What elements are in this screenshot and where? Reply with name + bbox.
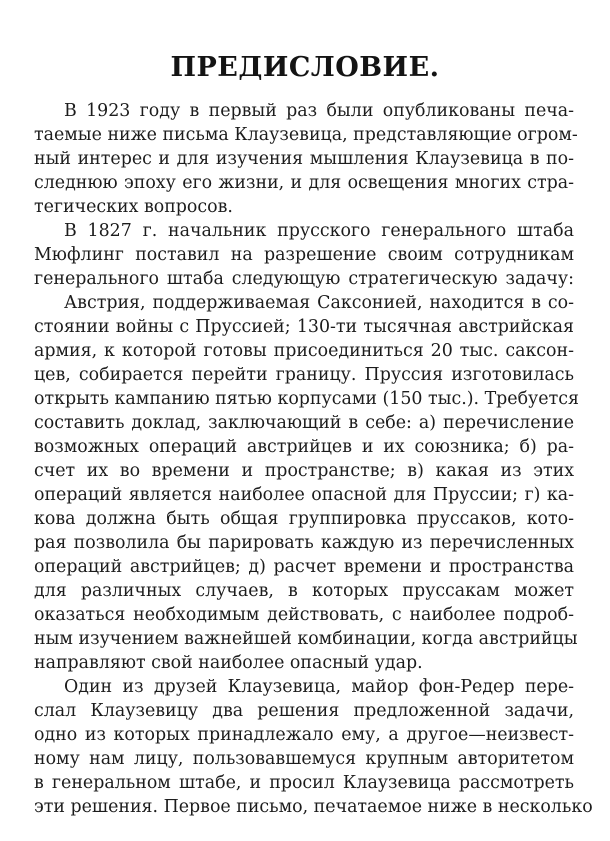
text-line: для различных случаев, в которых пруссакам может (34, 581, 574, 601)
text-line: операций австрийцев; д) расчет времени и пространства (34, 557, 574, 577)
text-line: ному нам лицу, пользовавшемуся крупным авторитетом (34, 749, 574, 769)
text-line: возможных операций австрийцев и их союзника; б) ра- (34, 437, 574, 457)
text-line: ным изучением важнейшей комбинации, когда австрийцы (34, 629, 578, 649)
text-line: одно из которых принадлежало ему, а другое—неизвест- (34, 725, 574, 745)
text-line: оказаться необходимым действовать, с наиболее подроб- (34, 605, 574, 625)
text-line: эти решения. Первое письмо, печатаемое ниже в несколько (34, 797, 593, 817)
text-line: Австрия, поддерживаемая Саксонией, находится в со- (64, 293, 574, 313)
text-line: таемые ниже письма Клаузевица, представляющие огром- (34, 125, 578, 145)
text-line: открыть кампанию пятью корпусами (150 тыс.). Требуется (34, 389, 579, 409)
text-line: слал Клаузевицу два решения предложенной задачи, (34, 701, 574, 721)
text-line: направляют свой наиболее опасный удар. (34, 653, 423, 673)
text-line: армия, к которой готовы присоединиться 20 тыс. саксон- (34, 341, 574, 361)
text-line: цев, собирается перейти границу. Пруссия изготовилась (34, 365, 574, 385)
text-line: В 1827 г. начальник прусского генерального штаба (64, 221, 574, 241)
text-line: Один из друзей Клаузевица, майор фон-Редер пере- (64, 677, 574, 697)
text-line: Мюфлинг поставил на разрешение своим сотрудникам (34, 245, 574, 265)
text-line: рая позволила бы парировать каждую из перечисленных (34, 533, 574, 553)
page-title: ПРЕДИСЛОВИЕ. (170, 52, 440, 83)
text-line: генерального штаба следующую стратегическую задачу: (34, 269, 574, 289)
text-line: ный интерес и для изучения мышления Клаузевица в по- (34, 149, 574, 169)
text-line: следнюю эпоху его жизни, и для освещения многих стра- (34, 173, 574, 193)
text-line: В 1923 году в первый раз были опубликованы печа- (64, 101, 574, 121)
text-line: счет их во времени и пространстве; в) какая из этих (34, 461, 574, 481)
text-line: операций является наиболее опасной для Пруссии; г) ка- (34, 485, 574, 505)
text-line: тегических вопросов. (34, 197, 233, 217)
text-line: в генеральном штабе, и просил Клаузевица рассмотреть (34, 773, 574, 793)
text-line: кова должна быть общая группировка пруссаков, кото- (34, 509, 574, 529)
text-line: стоянии войны с Пруссией; 130-ти тысячная австрийская (34, 317, 574, 337)
text-line: составить доклад, заключающий в себе: а) перечисление (34, 413, 574, 433)
